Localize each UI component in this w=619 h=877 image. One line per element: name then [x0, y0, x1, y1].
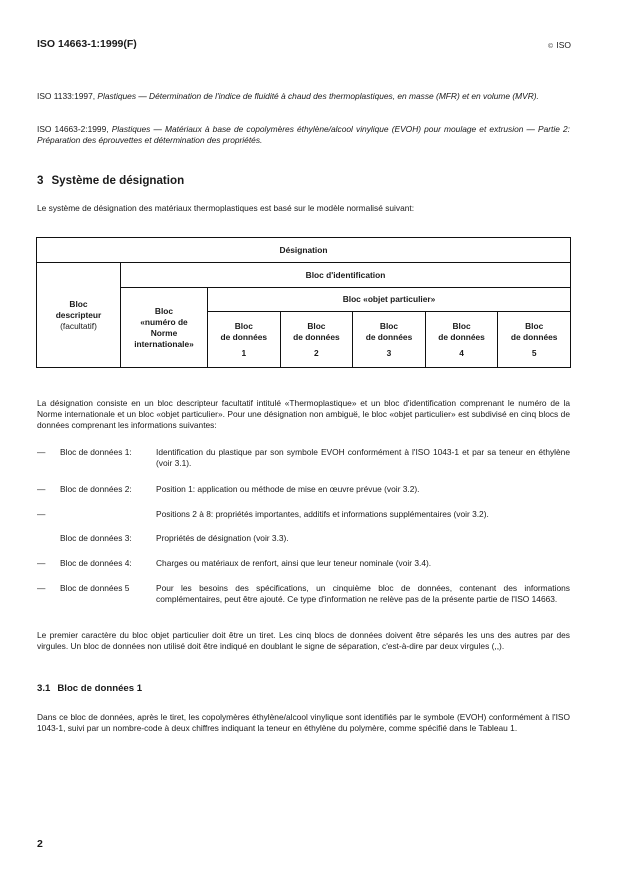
section-number: 3 [37, 174, 44, 187]
data-block-cell: Bloc de données 1 [208, 312, 281, 368]
designation-header: Désignation [37, 238, 571, 263]
reference-iso-14663-2 [37, 124, 570, 146]
list-item-label: Bloc de données 3: [60, 533, 132, 543]
data-block-cell: Bloc de données 2 [280, 312, 353, 368]
copyright-owner: ISO [556, 40, 571, 50]
data-block-cell: Bloc de données 5 [498, 312, 571, 368]
section-3-heading [37, 174, 184, 187]
list-item-label: Bloc de données 4: [60, 558, 132, 568]
list-item-desc: Propriétés de désignation (voir 3.3). [156, 533, 289, 543]
reference-iso-1133 [37, 91, 570, 102]
section-title: Système de désignation [51, 174, 185, 187]
dash-bullet: — [37, 509, 46, 519]
specific-object-block-header: Bloc «objet particulier» [208, 288, 571, 312]
list-item-desc: Pour les besoins des spécifications, un cinquième bloc de données, contenant des informations complémentaires, peut être ajouté. Ce type d'information ne relève pas de la présente partie de l'ISO 14663. [156, 583, 570, 604]
reference-code: ISO 14663-2:1999, [37, 124, 109, 134]
descriptor-block-cell: Bloc descripteur (facultatif) [37, 263, 121, 368]
page-number: 2 [37, 838, 43, 850]
list-item-desc: Charges ou matériaux de renfort, ainsi que leur teneur nominale (voir 3.4). [156, 558, 432, 568]
list-item-label: Bloc de données 5 [60, 583, 130, 593]
list-item-desc: Positions 2 à 8: propriétés importantes, additifs et informations supplémentaires (voir 3.2). [156, 509, 489, 519]
section-title: Bloc de données 1 [57, 683, 143, 694]
list-item-label: Bloc de données 1: [60, 447, 132, 457]
designation-table [36, 237, 571, 368]
separator-paragraph: Le premier caractère du bloc objet particulier doit être un tiret. Les cinq blocs de données doivent être séparés les uns des autres par des virgules. Un bloc de données non utilisé doit être indiqué en doublant le signe de séparation, c'est-à-dire par deux virgules (,,). [37, 630, 570, 651]
list-item-desc: Position 1: application ou méthode de mise en œuvre prévue (voir 3.2). [156, 484, 420, 494]
dash-bullet: — [37, 583, 46, 593]
data-block-cell: Bloc de données 3 [353, 312, 426, 368]
dash-bullet: — [37, 484, 46, 494]
section-number: 3.1 [37, 683, 51, 694]
section-3-1-paragraph: Dans ce bloc de données, après le tiret, les copolymères éthylène/alcool vinylique sont identifiés par le symbole (EVOH) conformément à l'ISO 1043-1, suivi par un nombre-code à deux chiffres indiquant la teneur en éthylène du polymère, comme spécifié dans le Tableau 1. [37, 712, 570, 733]
designation-paragraph: La désignation consiste en un bloc descripteur facultatif intitulé «Thermoplastique» et un bloc d'identification comprenant le numéro de la Norme internationale et un bloc «objet particulier». Pour une désignation non ambiguë, le bloc «objet particulier» est subdivisé en cinq blocs de données comprenant les informations suivantes: [37, 398, 570, 430]
section-3-1-heading [37, 683, 142, 694]
section-3-intro: Le système de désignation des matériaux thermoplastiques est basé sur le modèle normalisé suivant: [37, 203, 415, 213]
reference-title: Plastiques — Matériaux à base de copolymères éthylène/alcool vinylique (EVOH) pour moulage et extrusion — Partie 2: Préparation des éprouvettes et détermination des propriétés. [37, 124, 571, 145]
standard-number-block-cell: Bloc «numéro de Norme internationale» [121, 288, 208, 368]
reference-title: Plastiques — Détermination de l'indice de fluidité à chaud des thermoplastiques, en masse (MFR) et en volume (MVR). [97, 91, 539, 101]
data-block-cell: Bloc de données 4 [425, 312, 498, 368]
list-item-label: Bloc de données 2: [60, 484, 132, 494]
document-id: ISO 14663-1:1999(F) [37, 38, 137, 50]
dash-bullet: — [37, 447, 46, 457]
dash-bullet: — [37, 558, 46, 568]
list-item-desc: Identification du plastique par son symbole EVOH conformément à l'ISO 1043-1 et par sa teneur en éthylène (voir 3.1). [156, 447, 570, 468]
copyright-notice [548, 40, 571, 50]
identification-block-header: Bloc d'identification [121, 263, 571, 288]
copyright-icon: © [548, 43, 553, 50]
reference-code: ISO 1133:1997, [37, 91, 96, 101]
